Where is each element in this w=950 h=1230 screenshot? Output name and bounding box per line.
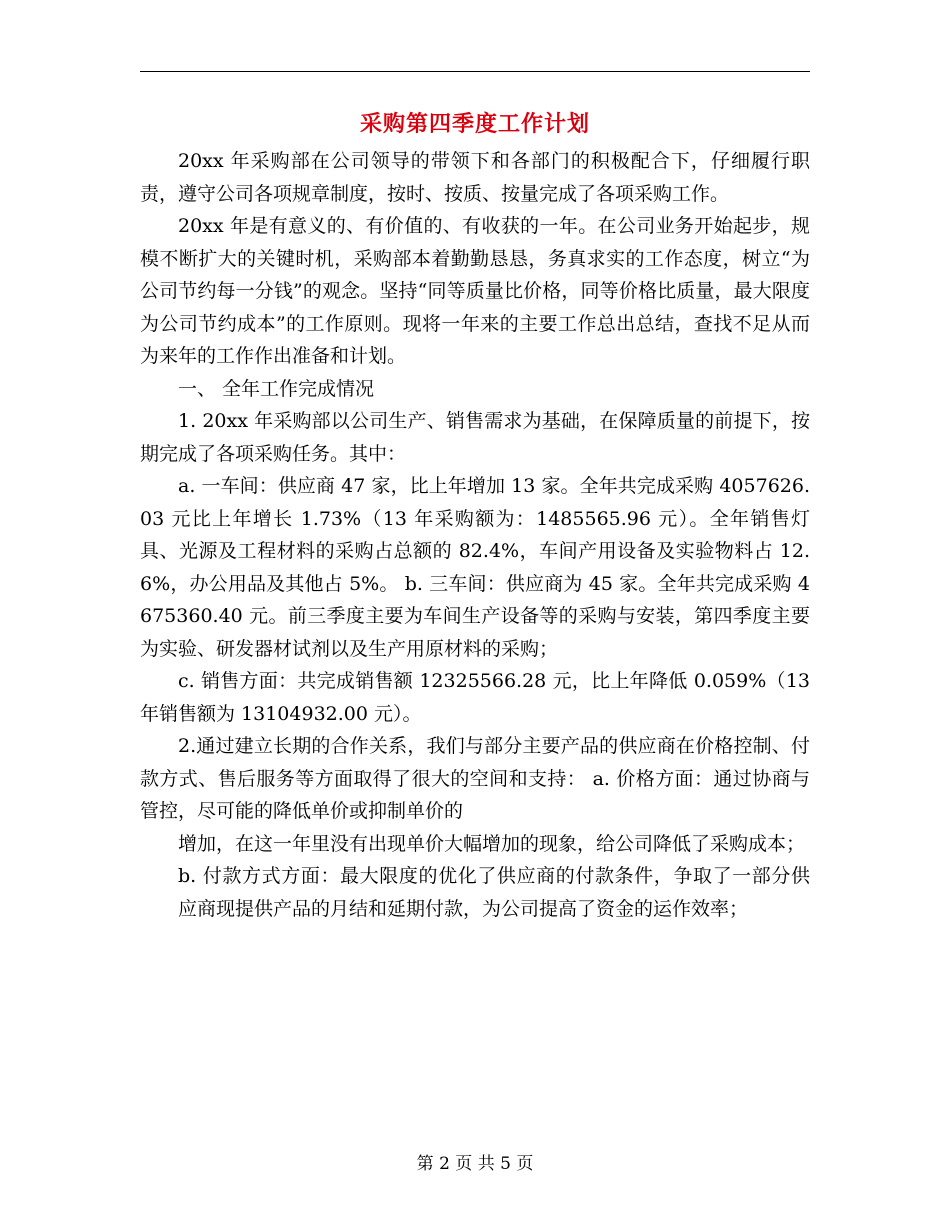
paragraph-intro: 20xx 年采购部在公司领导的带领下和各部门的积极配合下，仔细履行职责，遵守公司各项规章制度，按时、按质、按量完成了各项采购工作。	[140, 150, 810, 205]
section-heading: 一、 全年工作完成情况	[178, 377, 375, 400]
paragraph-summary: 20xx 年是有意义的、有价值的、有收获的一年。在公司业务开始起步，规模不断扩大的关键时机，采购部本着勤勤恳恳，务真求实的工作态度，树立“为公司节约每一分钱”的观念。坚持“同等质量比价格，同等价格比质量，最大限度为公司节约成本”的工作原则。现将一年来的主要工作总出总结，查找不足从而为来年的工作作出准备和计划。	[140, 215, 810, 367]
paragraph-item-1: 1. 20xx 年采购部以公司生产、销售需求为基础，在保障质量的前提下，按期完成了各项采购任务。其中：	[140, 410, 810, 465]
page-number: 第 2 页 共 5 页	[416, 1154, 534, 1174]
paragraph-item-a: a. 一车间：供应商 47 家，比上年增加 13 家。全年共完成采购 4057626.03 元比上年增长 1.73%（13 年采购额为：1485565.96 元）。全年销售灯具、光源及工程材料的采购占总额的 82.4%，车间产用设备及实验物料占 12.6%，办公用品及其他占 5%。 b. 三车间：供应商为 45 家。全年共完成采购 4675360.40 元。前三季度主要为车间生产设备等的采购与安装，第四季度主要为实验、研发器材试剂以及生产用原材料的采购；	[140, 475, 810, 660]
paragraph-item-2: 2.通过建立长期的合作关系，我们与部分主要产品的供应商在价格控制、付款方式、售后服务等方面取得了很大的空间和支持： a. 价格方面：通过协商与管控，尽可能的降低单价或抑制单价的	[140, 735, 810, 822]
document-body	[140, 145, 810, 925]
paragraph-item-c: c. 销售方面：共完成销售额 12325566.28 元，比上年降低 0.059%（13 年销售额为 13104932.00 元）。	[140, 670, 810, 725]
paragraph-price-continued: 增加，在这一年里没有出现单价大幅增加的现象，给公司降低了采购成本；	[178, 832, 806, 855]
paragraph-payment: b. 付款方式方面：最大限度的优化了供应商的付款条件，争取了一部分供应商现提供产品的月结和延期付款，为公司提高了资金的运作效率；	[178, 865, 810, 920]
header-rule	[140, 71, 810, 72]
document-title: 采购第四季度工作计划	[359, 111, 590, 137]
